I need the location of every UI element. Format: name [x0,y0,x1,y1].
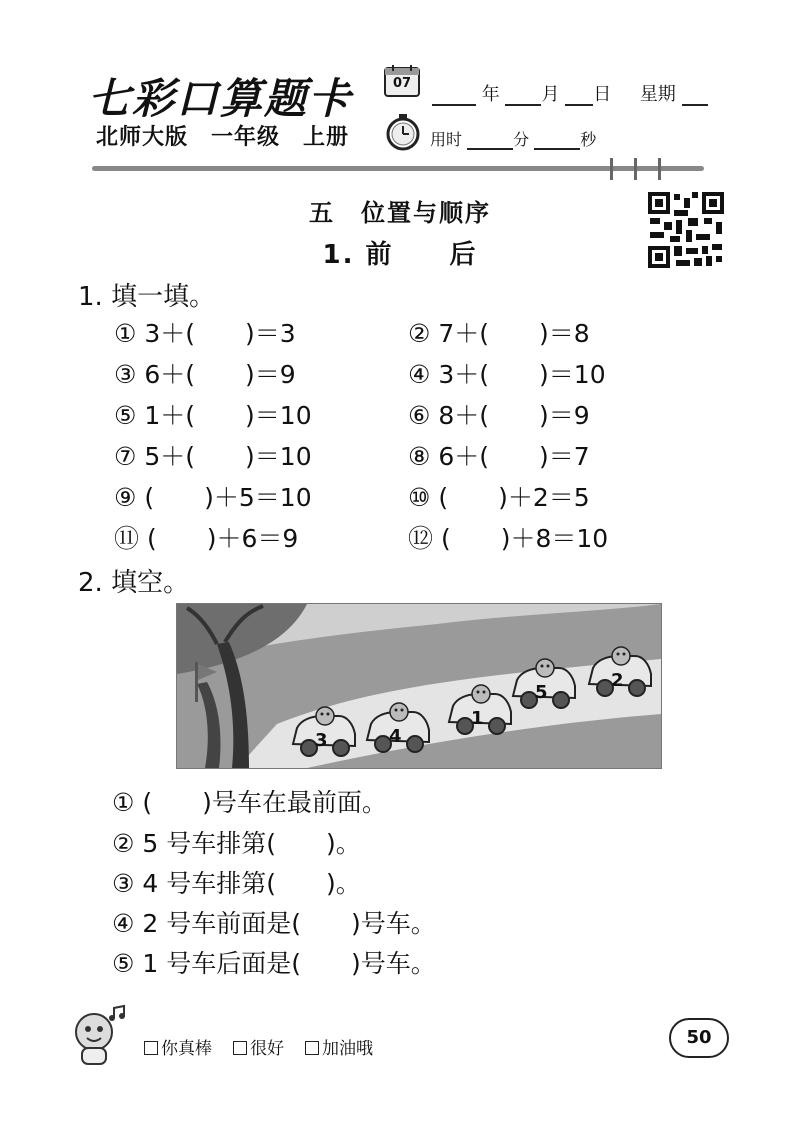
section-title: 五 位置与顺序 [309,199,491,227]
item-number: ② [112,829,135,858]
equation-item [408,355,606,391]
rating-option-great[interactable] [144,1034,212,1059]
checkbox[interactable] [233,1041,247,1055]
equation-text[interactable]: 8＋( )＝9 [438,401,590,430]
week-label: 星期 [639,84,676,105]
item-number: ② [408,319,431,348]
minute-label: 分 [513,130,530,149]
equation-text[interactable]: ( )＋2＝5 [438,483,590,512]
fill-blank-text[interactable]: 1 号车后面是( )号车。 [142,949,436,978]
fill-blank-item [112,824,361,860]
equation-item [408,437,590,473]
time-used-label: 用时 [430,130,463,149]
fill-blank-text[interactable]: 2 号车前面是( )号车。 [142,909,436,938]
equation-text[interactable]: 6＋( )＝7 [438,442,590,471]
item-number: ⑧ [408,442,431,471]
edition-label: 北师大版 一年级 上册 [96,125,350,150]
checkbox[interactable] [144,1041,158,1055]
item-number: ⑦ [114,442,137,471]
fill-blank-text[interactable]: 5 号车排第( )。 [142,829,361,858]
equation-item [114,355,296,391]
item-number: ③ [112,869,135,898]
equation-text[interactable]: ( )＋8＝10 [440,524,609,553]
time-used-line [430,127,596,150]
day-label: 日 [593,84,612,105]
brand-title: 七彩口算题卡 [88,74,353,123]
fill-blank-item [112,944,436,980]
mascot-icon [68,1004,138,1072]
equation-item [408,478,590,514]
month-label: 月 [541,84,560,105]
binder-ring [658,158,661,180]
equation-item [114,437,312,473]
car-number-label: 5 [535,682,548,703]
cars-illustration [176,603,662,769]
rating-label: 你真棒 [161,1039,212,1059]
rating-option-good[interactable] [233,1034,284,1059]
second-label: 秒 [580,130,597,149]
fill-blank-item [112,904,436,940]
calendar-icon [383,64,423,104]
fill-blank-item [112,864,361,900]
car-number-label: 1 [471,708,484,729]
car-number-label: 3 [315,730,328,751]
item-number: ⑤ [112,949,135,978]
item-number: ① [112,788,135,817]
rating-label: 很好 [250,1039,284,1059]
binder-ring [634,158,637,180]
fill-blank-text[interactable]: 4 号车排第( )。 [142,869,361,898]
equation-item [408,396,590,432]
item-number: ⑫ [408,524,434,553]
car-number-label: 4 [389,726,402,747]
fill-blank-item [112,783,387,819]
equation-text[interactable]: 7＋( )＝8 [438,319,590,348]
item-number: ③ [114,360,137,389]
equation-item [114,478,312,514]
equation-text[interactable]: 5＋( )＝10 [144,442,312,471]
item-number: ⑥ [408,401,431,430]
equation-item [114,396,312,432]
item-number: ⑪ [114,524,140,553]
item-number: ④ [408,360,431,389]
year-label: 年 [481,84,500,105]
item-number: ⑤ [114,401,137,430]
page-number: 50 [669,1018,729,1058]
item-number: ⑨ [114,483,137,512]
equation-item [408,519,608,555]
question-2-heading: 2. 填空。 [78,568,190,598]
calendar-day: 07 [393,76,412,91]
rating-option-keep-going[interactable] [305,1034,373,1059]
equation-text[interactable]: 6＋( )＝9 [144,360,296,389]
lesson-title: 1. 前 后 [322,240,478,270]
car-number-label: 2 [611,670,624,691]
equation-text[interactable]: ( )＋5＝10 [144,483,312,512]
fill-blank-text[interactable]: ( )号车在最前面。 [142,788,387,817]
equation-item [114,519,298,555]
date-line [432,80,708,106]
equation-item [408,314,590,350]
clock-icon [384,112,422,156]
item-number: ④ [112,909,135,938]
equation-text[interactable]: ( )＋6＝9 [146,524,299,553]
equation-item [114,314,296,350]
item-number: ① [114,319,137,348]
equation-text[interactable]: 3＋( )＝10 [438,360,606,389]
equation-text[interactable]: 3＋( )＝3 [144,319,296,348]
rating-label: 加油哦 [322,1039,373,1059]
question-1-heading: 1. 填一填。 [78,282,216,312]
equation-text[interactable]: 1＋( )＝10 [144,401,312,430]
binder-ring [610,158,613,180]
checkbox[interactable] [305,1041,319,1055]
item-number: ⑩ [408,483,431,512]
